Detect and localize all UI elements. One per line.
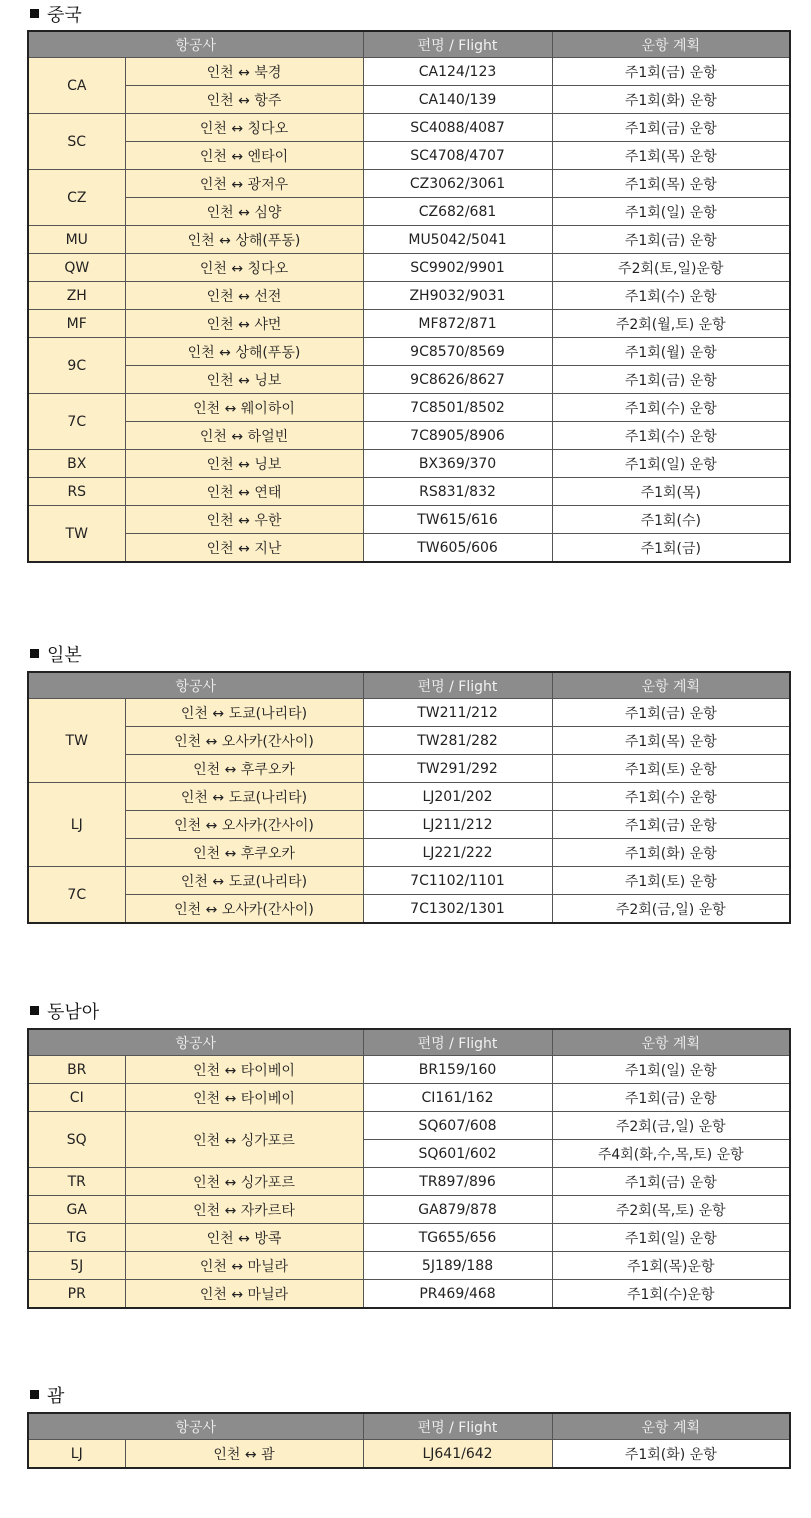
table-row	[28, 1196, 790, 1224]
flight-number: ZH9032/9031	[363, 282, 552, 310]
schedule: 주1회(목)	[552, 478, 790, 506]
route: 인천 ↔ 선전	[125, 282, 363, 310]
flight-number: CZ3062/3061	[363, 170, 552, 198]
table-row	[28, 1224, 790, 1252]
route: 인천 ↔ 웨이하이	[125, 394, 363, 422]
header-plan: 운항 계획	[552, 1413, 790, 1440]
sea-title-text: 동남아	[47, 1002, 100, 1023]
route: 인천 ↔ 싱가포르	[125, 1168, 363, 1196]
route: 인천 ↔ 도쿄(나리타)	[125, 867, 363, 895]
flight-number: CA140/139	[363, 86, 552, 114]
flight-number: MF872/871	[363, 310, 552, 338]
route: 인천 ↔ 타이베이	[125, 1056, 363, 1084]
airline-code: TW	[28, 506, 125, 563]
schedule: 주1회(금) 운항	[552, 699, 790, 727]
table-row	[28, 58, 790, 86]
table-row	[28, 198, 790, 226]
schedule: 주1회(금) 운항	[552, 58, 790, 86]
flight-number: TW615/616	[363, 506, 552, 534]
table-row	[28, 727, 790, 755]
schedule: 주1회(금) 운항	[552, 811, 790, 839]
airline-code: TR	[28, 1168, 125, 1196]
table-row	[28, 1168, 790, 1196]
schedule: 주1회(화) 운항	[552, 1440, 790, 1469]
header-plan: 운항 계획	[552, 672, 790, 699]
route: 인천 ↔ 마닐라	[125, 1280, 363, 1309]
table-row	[28, 450, 790, 478]
schedule: 주1회(수) 운항	[552, 282, 790, 310]
schedule: 주1회(토) 운항	[552, 867, 790, 895]
flight-number: SC9902/9901	[363, 254, 552, 282]
schedule: 주1회(수)	[552, 506, 790, 534]
schedule: 주2회(목,토) 운항	[552, 1196, 790, 1224]
table-row	[28, 394, 790, 422]
route: 인천 ↔ 닝보	[125, 450, 363, 478]
schedule: 주1회(월) 운항	[552, 338, 790, 366]
flight-number: TW211/212	[363, 699, 552, 727]
route: 인천 ↔ 타이베이	[125, 1084, 363, 1112]
table-row	[28, 699, 790, 727]
schedule: 주1회(금) 운항	[552, 366, 790, 394]
schedule: 주1회(수) 운항	[552, 783, 790, 811]
header-flight: 편명 / Flight	[363, 31, 552, 58]
schedule: 주2회(금,일) 운항	[552, 895, 790, 924]
table-row	[28, 170, 790, 198]
header-flight: 편명 / Flight	[363, 1413, 552, 1440]
header-airline: 항공사	[28, 31, 363, 58]
schedule: 주1회(토) 운항	[552, 755, 790, 783]
flight-number: PR469/468	[363, 1280, 552, 1309]
schedule: 주1회(금)	[552, 534, 790, 563]
table-row	[28, 310, 790, 338]
airline-code: TW	[28, 699, 125, 783]
table-row	[28, 1440, 790, 1469]
airline-code: MU	[28, 226, 125, 254]
schedule: 주1회(금) 운항	[552, 1084, 790, 1112]
route: 인천 ↔ 도쿄(나리타)	[125, 783, 363, 811]
route: 인천 ↔ 후쿠오카	[125, 755, 363, 783]
airline-code: BX	[28, 450, 125, 478]
table-row	[28, 1280, 790, 1309]
airline-code: 7C	[28, 867, 125, 924]
route: 인천 ↔ 닝보	[125, 366, 363, 394]
table-row	[28, 254, 790, 282]
table-row	[28, 478, 790, 506]
table-row	[28, 1252, 790, 1280]
table-row	[28, 895, 790, 924]
flight-number: 5J189/188	[363, 1252, 552, 1280]
southeast-asia-table	[27, 1028, 791, 1309]
section-title-china	[30, 6, 82, 26]
section-title-guam	[30, 1387, 64, 1407]
schedule: 주1회(목) 운항	[552, 170, 790, 198]
guam-title-text: 괌	[47, 1386, 65, 1407]
flight-number: 7C1302/1301	[363, 895, 552, 924]
flight-number: LJ221/222	[363, 839, 552, 867]
airline-code: GA	[28, 1196, 125, 1224]
flight-number: BR159/160	[363, 1056, 552, 1084]
flight-number: 9C8570/8569	[363, 338, 552, 366]
schedule: 주1회(일) 운항	[552, 450, 790, 478]
flight-number: 7C8501/8502	[363, 394, 552, 422]
table-row	[28, 338, 790, 366]
schedule: 주2회(금,일) 운항	[552, 1112, 790, 1140]
schedule: 주1회(일) 운항	[552, 1056, 790, 1084]
route: 인천 ↔ 오사카(간사이)	[125, 895, 363, 924]
airline-code: LJ	[28, 1440, 125, 1469]
route: 인천 ↔ 북경	[125, 58, 363, 86]
schedule: 주1회(목) 운항	[552, 142, 790, 170]
table-row	[28, 839, 790, 867]
route: 인천 ↔ 후쿠오카	[125, 839, 363, 867]
flight-number: TW605/606	[363, 534, 552, 563]
airline-code: CI	[28, 1084, 125, 1112]
schedule: 주1회(화) 운항	[552, 86, 790, 114]
schedule: 주1회(목) 운항	[552, 727, 790, 755]
airline-code: MF	[28, 310, 125, 338]
schedule: 주1회(금) 운항	[552, 226, 790, 254]
route: 인천 ↔ 우한	[125, 506, 363, 534]
schedule: 주1회(수)운항	[552, 1280, 790, 1309]
china-table	[27, 30, 791, 563]
flight-number: 9C8626/8627	[363, 366, 552, 394]
route: 인천 ↔ 자카르타	[125, 1196, 363, 1224]
table-row	[28, 86, 790, 114]
route: 인천 ↔ 샤먼	[125, 310, 363, 338]
airline-code: PR	[28, 1280, 125, 1309]
guam-table	[27, 1412, 791, 1469]
table-row	[28, 534, 790, 563]
airline-code: SQ	[28, 1112, 125, 1168]
flight-number: LJ641/642	[363, 1440, 552, 1469]
route: 인천 ↔ 엔타이	[125, 142, 363, 170]
table-row	[28, 783, 790, 811]
header-flight: 편명 / Flight	[363, 1029, 552, 1056]
route: 인천 ↔ 심양	[125, 198, 363, 226]
flight-number: SQ607/608	[363, 1112, 552, 1140]
schedule: 주1회(금) 운항	[552, 1168, 790, 1196]
table-header-row	[28, 1029, 790, 1056]
section-title-japan	[30, 646, 82, 666]
route: 인천 ↔ 광저우	[125, 170, 363, 198]
airline-code: BR	[28, 1056, 125, 1084]
flight-number: 7C1102/1101	[363, 867, 552, 895]
flight-number: TW281/282	[363, 727, 552, 755]
route: 인천 ↔ 마닐라	[125, 1252, 363, 1280]
route: 인천 ↔ 오사카(간사이)	[125, 727, 363, 755]
table-row	[28, 755, 790, 783]
table-row	[28, 226, 790, 254]
airline-code: CA	[28, 58, 125, 114]
table-row	[28, 282, 790, 310]
route: 인천 ↔ 상해(푸동)	[125, 226, 363, 254]
flight-number: SC4088/4087	[363, 114, 552, 142]
route: 인천 ↔ 오사카(간사이)	[125, 811, 363, 839]
airline-code: 5J	[28, 1252, 125, 1280]
flight-number: RS831/832	[363, 478, 552, 506]
schedule: 주1회(일) 운항	[552, 198, 790, 226]
flight-number: MU5042/5041	[363, 226, 552, 254]
table-row	[28, 811, 790, 839]
route: 인천 ↔ 칭다오	[125, 114, 363, 142]
table-row	[28, 114, 790, 142]
schedule: 주1회(금) 운항	[552, 114, 790, 142]
flight-number: SC4708/4707	[363, 142, 552, 170]
schedule: 주1회(수) 운항	[552, 394, 790, 422]
flight-number: TR897/896	[363, 1168, 552, 1196]
schedule: 주1회(화) 운항	[552, 839, 790, 867]
flight-number: 7C8905/8906	[363, 422, 552, 450]
airline-code: 9C	[28, 338, 125, 394]
route: 인천 ↔ 연태	[125, 478, 363, 506]
schedule: 주1회(목)운항	[552, 1252, 790, 1280]
table-row	[28, 1084, 790, 1112]
header-airline: 항공사	[28, 672, 363, 699]
route: 인천 ↔ 칭다오	[125, 254, 363, 282]
table-row	[28, 1112, 790, 1140]
header-airline: 항공사	[28, 1029, 363, 1056]
flight-number: CZ682/681	[363, 198, 552, 226]
airline-code: RS	[28, 478, 125, 506]
route: 인천 ↔ 괌	[125, 1440, 363, 1469]
schedule: 주4회(화,수,목,토) 운항	[552, 1140, 790, 1168]
route: 인천 ↔ 지난	[125, 534, 363, 563]
table-row	[28, 422, 790, 450]
japan-title-text: 일본	[47, 645, 82, 666]
flight-number: CA124/123	[363, 58, 552, 86]
flight-number: BX369/370	[363, 450, 552, 478]
table-row	[28, 366, 790, 394]
airline-code: ZH	[28, 282, 125, 310]
flight-number: TW291/292	[363, 755, 552, 783]
header-plan: 운항 계획	[552, 1029, 790, 1056]
schedule: 주2회(월,토) 운항	[552, 310, 790, 338]
japan-table	[27, 671, 791, 924]
flight-number: LJ211/212	[363, 811, 552, 839]
route: 인천 ↔ 방콕	[125, 1224, 363, 1252]
table-row	[28, 142, 790, 170]
table-header-row	[28, 1413, 790, 1440]
flight-number: SQ601/602	[363, 1140, 552, 1168]
schedule: 주1회(일) 운항	[552, 1224, 790, 1252]
header-airline: 항공사	[28, 1413, 363, 1440]
airline-code: QW	[28, 254, 125, 282]
route: 인천 ↔ 도쿄(나리타)	[125, 699, 363, 727]
table-row	[28, 506, 790, 534]
china-title-text: 중국	[47, 5, 82, 26]
section-title-southeast-asia	[30, 1003, 99, 1023]
schedule: 주2회(토,일)운항	[552, 254, 790, 282]
table-header-row	[28, 31, 790, 58]
airline-code: CZ	[28, 170, 125, 226]
header-flight: 편명 / Flight	[363, 672, 552, 699]
airline-code: LJ	[28, 783, 125, 867]
table-header-row	[28, 672, 790, 699]
flight-number: TG655/656	[363, 1224, 552, 1252]
route: 인천 ↔ 싱가포르	[125, 1112, 363, 1168]
airline-code: 7C	[28, 394, 125, 450]
flight-number: LJ201/202	[363, 783, 552, 811]
table-row	[28, 1056, 790, 1084]
table-row	[28, 867, 790, 895]
route: 인천 ↔ 상해(푸동)	[125, 338, 363, 366]
route: 인천 ↔ 항주	[125, 86, 363, 114]
header-plan: 운항 계획	[552, 31, 790, 58]
flight-number: GA879/878	[363, 1196, 552, 1224]
schedule: 주1회(수) 운항	[552, 422, 790, 450]
flight-number: CI161/162	[363, 1084, 552, 1112]
route: 인천 ↔ 하얼빈	[125, 422, 363, 450]
airline-code: SC	[28, 114, 125, 170]
airline-code: TG	[28, 1224, 125, 1252]
